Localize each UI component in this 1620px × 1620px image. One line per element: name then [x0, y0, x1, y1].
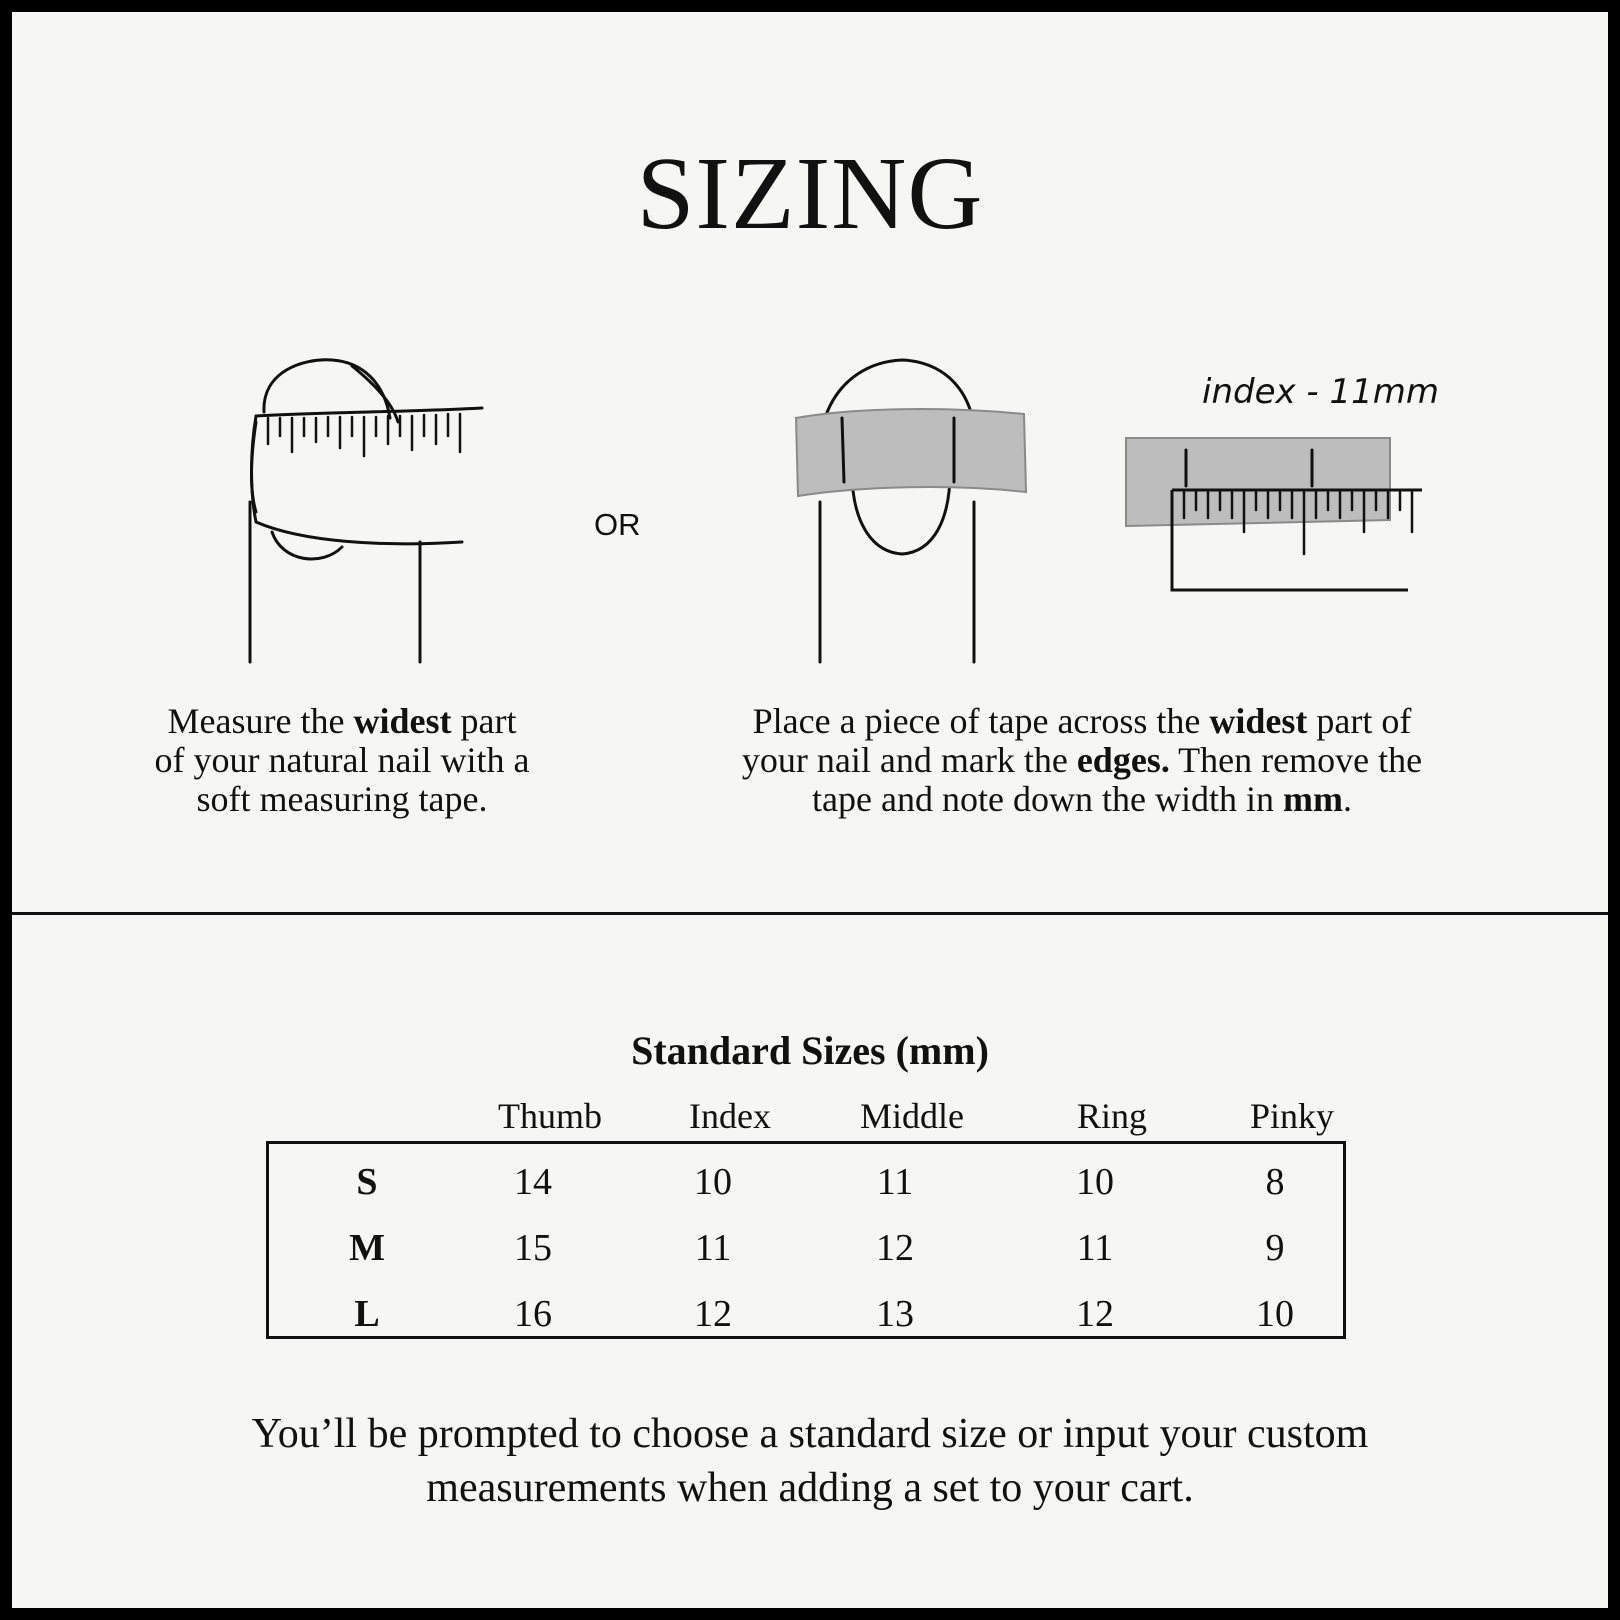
table-cell: 14 — [514, 1161, 552, 1203]
column-header-ring: Ring — [1076, 1096, 1147, 1136]
table-cell: 11 — [694, 1227, 732, 1269]
column-header-index: Index — [689, 1096, 771, 1136]
table-cell: 12 — [876, 1227, 914, 1269]
table-cell: 10 — [1256, 1293, 1294, 1335]
method1-line3: soft measuring tape. — [196, 779, 488, 819]
table-cell: 15 — [514, 1227, 552, 1269]
method2-line1: Place a piece of tape across the widest part of — [752, 701, 1412, 741]
method1-line2: of your natural nail with a — [154, 740, 530, 780]
table-cell: 12 — [694, 1293, 732, 1335]
method2-caption — [692, 702, 1472, 819]
sizing-card — [12, 12, 1608, 1608]
table-cell: 16 — [514, 1293, 552, 1335]
row-label-l: L — [354, 1293, 380, 1335]
widest-emphasis: widest — [353, 701, 452, 741]
table-cell: 13 — [876, 1293, 914, 1335]
table-cell: 9 — [1265, 1227, 1285, 1269]
footer-line1: You’ll be prompted to choose a standard size or input your custom — [251, 1411, 1369, 1457]
footer-line2: measurements when adding a set to your cart. — [426, 1465, 1194, 1511]
page-title: SIZING — [636, 136, 984, 251]
table-cell: 10 — [1076, 1161, 1114, 1203]
ruler-tape-illustration — [1122, 422, 1452, 612]
table-cell: 11 — [1076, 1227, 1114, 1269]
row-label-m: M — [349, 1227, 385, 1269]
size-table — [266, 1141, 1346, 1339]
method1-caption — [122, 702, 562, 819]
table-title: Standard Sizes (mm) — [631, 1028, 989, 1073]
edges-emphasis: edges. — [1076, 740, 1170, 780]
row-label-s: S — [356, 1161, 378, 1203]
footer-note — [12, 1407, 1608, 1515]
method2-line3: tape and note down the width in mm. — [812, 779, 1352, 819]
table-cell: 10 — [694, 1161, 732, 1203]
section-divider — [12, 912, 1608, 915]
column-header-middle: Middle — [860, 1096, 964, 1136]
mm-emphasis: mm — [1282, 779, 1343, 819]
finger-measuring-tape-illustration — [242, 352, 502, 672]
column-header-pinky: Pinky — [1249, 1096, 1335, 1136]
column-header-thumb: Thumb — [498, 1096, 602, 1136]
finger-tape-strip-illustration — [792, 352, 1052, 672]
widest-emphasis: widest — [1209, 701, 1308, 741]
or-separator: OR — [594, 507, 641, 542]
tape-label: index - 11mm — [1202, 372, 1440, 412]
method2-line2: your nail and mark the edges. Then remove the — [741, 740, 1423, 780]
table-cell: 8 — [1265, 1161, 1285, 1203]
method1-line1: Measure the widest part — [167, 701, 517, 741]
table-cell: 11 — [876, 1161, 914, 1203]
table-cell: 12 — [1076, 1293, 1114, 1335]
